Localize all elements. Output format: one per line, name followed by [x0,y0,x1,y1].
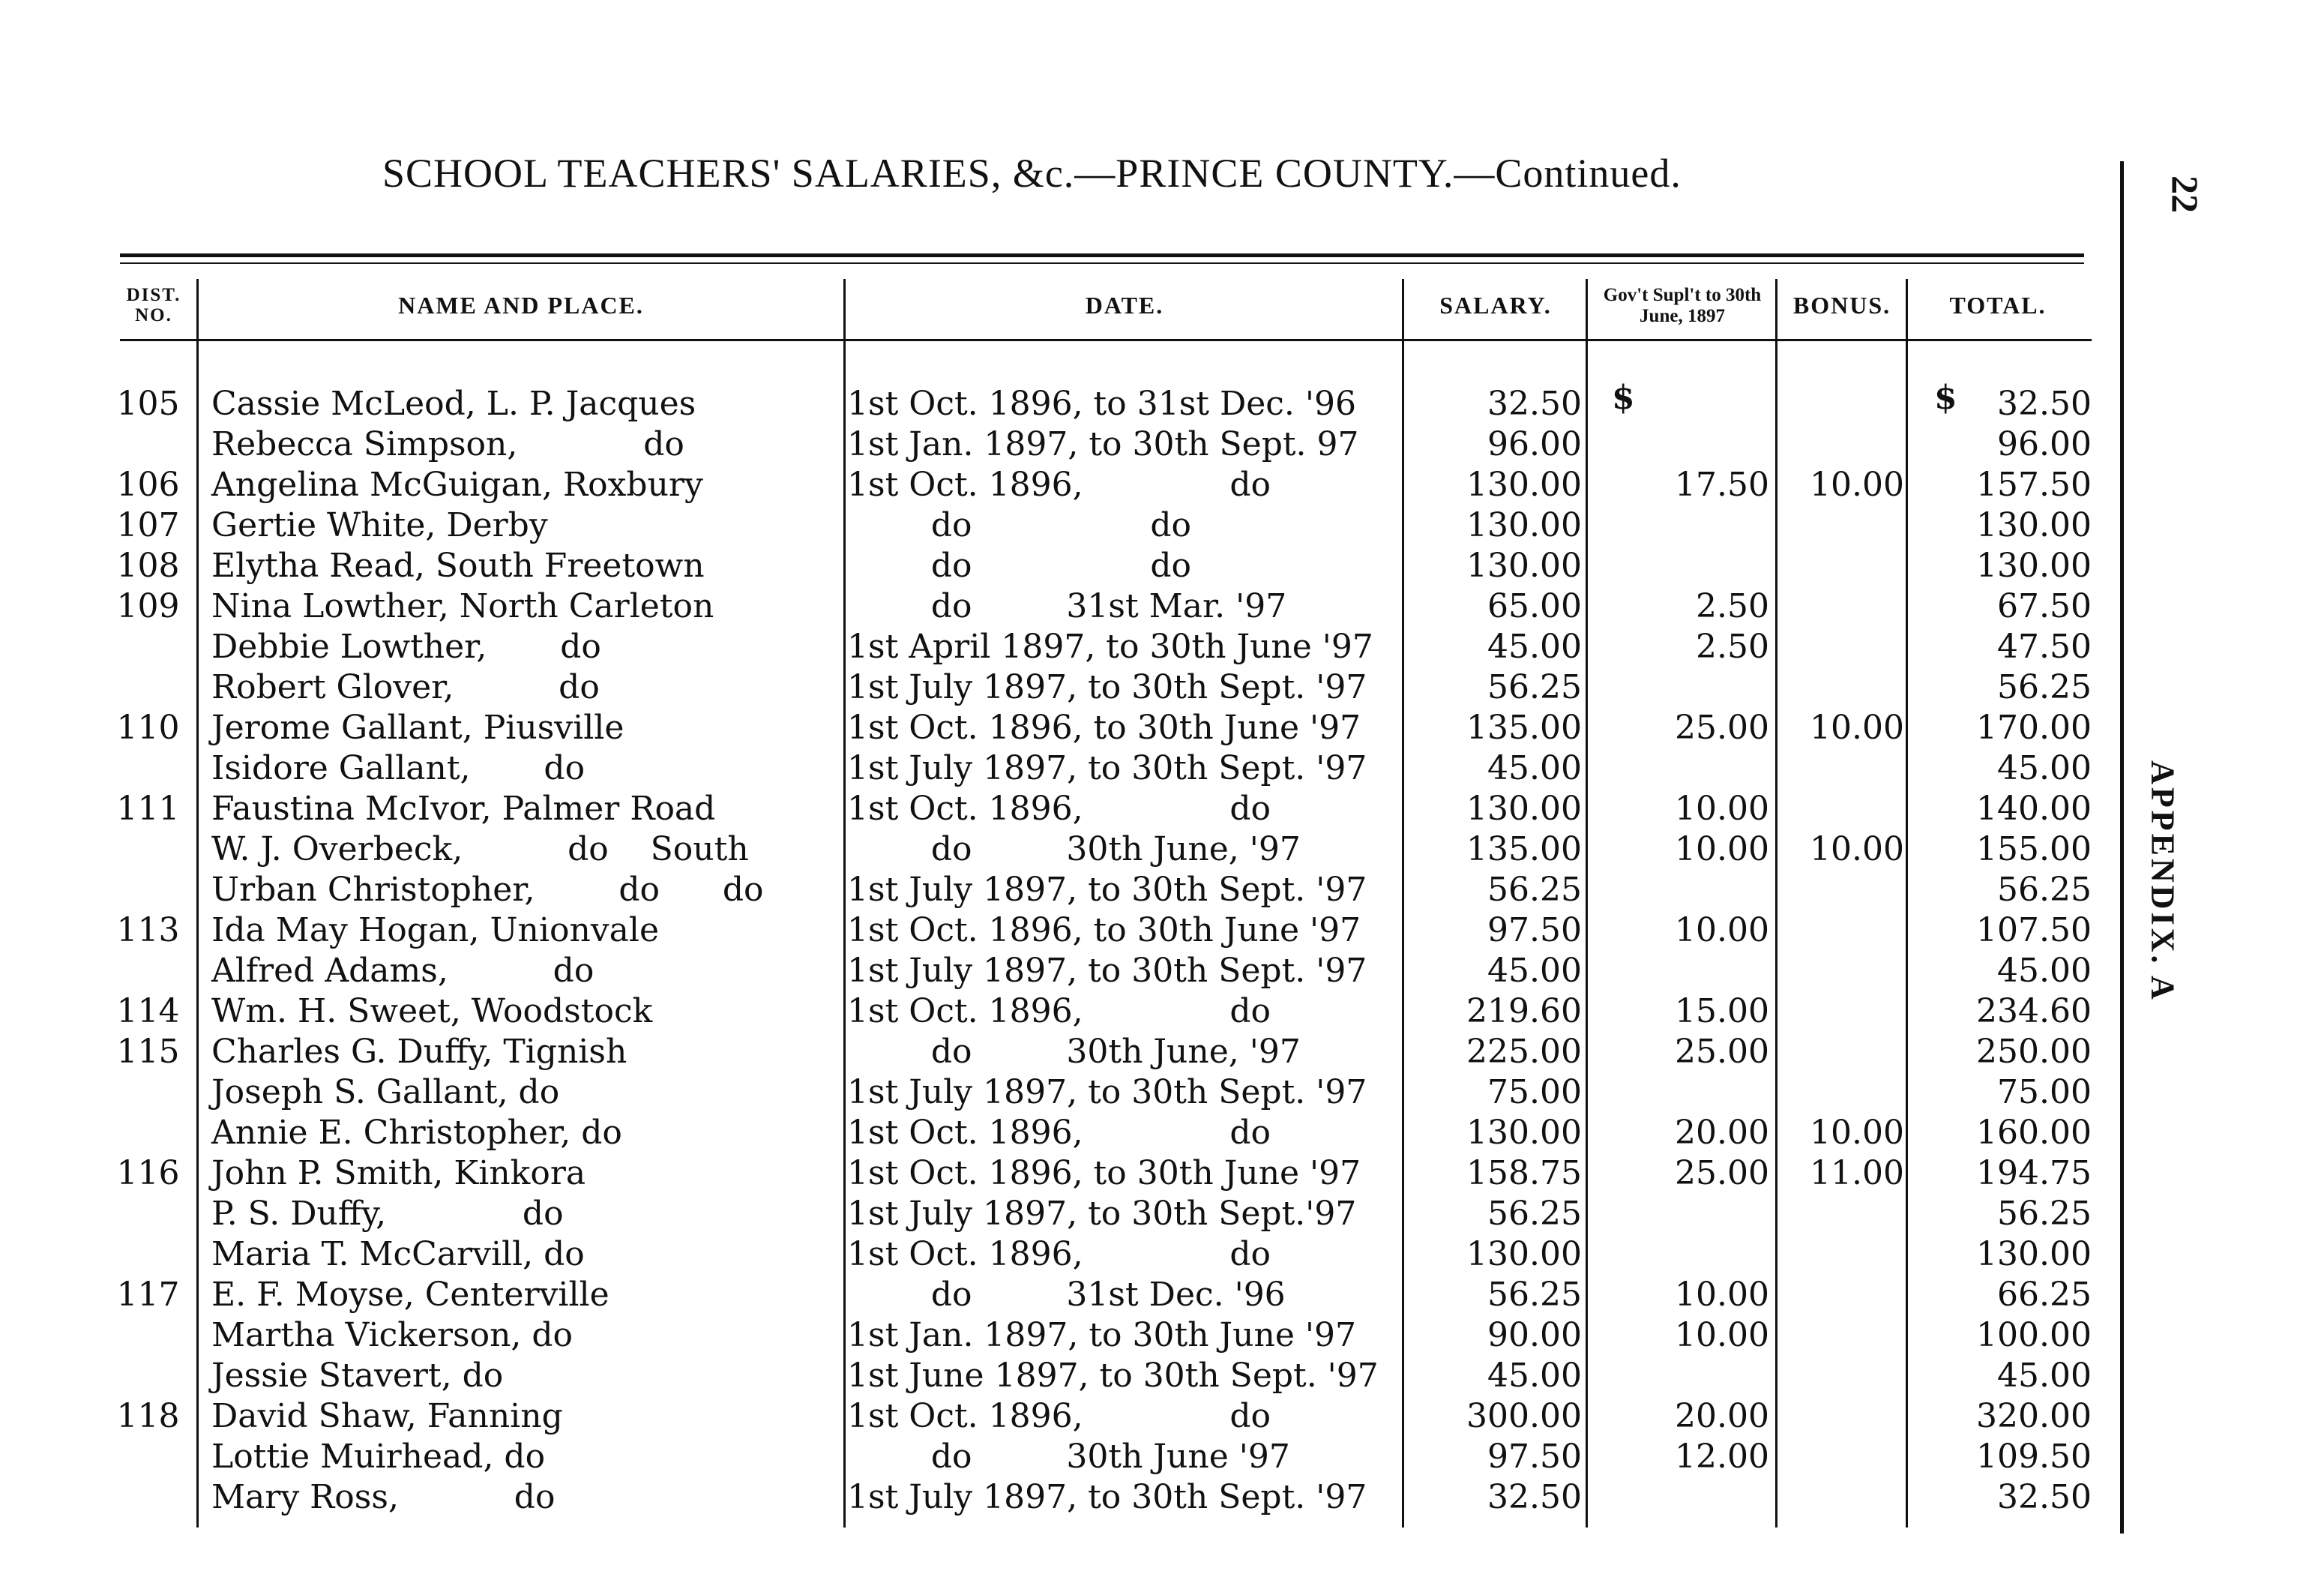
date-cell: 1st Oct. 1896, do [847,1235,1271,1273]
name-cell: Isidore Gallant, do [211,749,585,787]
total-cell: 109.50 [1976,1438,2092,1476]
dist-cell: 115 [116,1033,180,1071]
total-cell: 155.00 [1976,830,2092,868]
total-cell: 170.00 [1976,709,2092,747]
table-row [0,1234,2324,1275]
date-cell: do 31st Mar. '97 [847,587,1287,625]
total-cell: 130.00 [1976,547,2092,585]
header-rule-top [120,253,2084,257]
name-cell: W. J. Overbeck, do South [211,830,749,868]
total-cell: 66.25 [1997,1276,2092,1314]
salary-cell: 135.00 [1466,709,1582,747]
col-header-bonus: BONUS. [1792,291,1891,319]
total-cell: 32.50 [1997,385,2092,423]
total-cell: 45.00 [1997,749,2092,787]
salary-cell: 97.50 [1487,911,1582,949]
date-cell: do 30th June, '97 [847,1033,1301,1071]
gov-cell: 10.00 [1675,790,1769,828]
dist-cell: 110 [116,709,180,747]
date-cell: 1st Oct. 1896, do [847,992,1271,1030]
currency-symbol-total: $ [1934,379,1957,417]
date-cell: 1st Oct. 1896, to 30th June '97 [847,709,1361,747]
table-row [0,1437,2324,1477]
name-cell: Gertie White, Derby [211,506,548,544]
name-cell: Robert Glover, do [211,668,600,706]
table-row [0,1113,2324,1153]
total-cell: 140.00 [1976,790,2092,828]
salary-cell: 56.25 [1487,668,1582,706]
name-cell: Wm. H. Sweet, Woodstock [211,992,653,1030]
appendix-label: APPENDIX. A [2144,760,2182,1003]
bonus-cell: 10.00 [1810,830,1904,868]
dist-cell: 109 [116,587,180,625]
col-header-salary: SALARY. [1439,291,1552,319]
table-row [0,1315,2324,1356]
total-cell: 157.50 [1976,466,2092,504]
name-cell: Debbie Lowther, do [211,628,601,666]
table-row [0,627,2324,667]
name-cell: Maria T. McCarvill, do [211,1235,585,1273]
date-cell: 1st July 1897, to 30th Sept.'97 [847,1195,1357,1233]
dist-cell: 116 [116,1154,180,1192]
dist-cell: 118 [116,1397,180,1435]
col-header-name: NAME AND PLACE. [398,291,644,319]
name-cell: Faustina McIvor, Palmer Road [211,790,716,828]
date-cell: 1st June 1897, to 30th Sept. '97 [847,1357,1379,1395]
name-cell: Charles G. Duffy, Tignish [211,1033,627,1071]
date-cell: 1st Oct. 1896, to 31st Dec. '96 [847,385,1356,423]
salary-cell: 75.00 [1487,1073,1582,1111]
table-row [0,667,2324,708]
salary-cell: 65.00 [1487,587,1582,625]
total-cell: 96.00 [1997,425,2092,463]
total-cell: 32.50 [1997,1478,2092,1516]
name-cell: Annie E. Christopher, do [211,1114,622,1152]
table-row [0,424,2324,465]
total-cell: 56.25 [1997,1195,2092,1233]
name-cell: P. S. Duffy, do [211,1195,564,1233]
table-row [0,789,2324,829]
bonus-cell: 11.00 [1810,1154,1904,1192]
total-cell: 130.00 [1976,506,2092,544]
dist-cell: 107 [116,506,180,544]
salary-cell: 32.50 [1487,1478,1582,1516]
salary-cell: 130.00 [1466,790,1582,828]
gov-cell: 25.00 [1675,1033,1769,1071]
total-cell: 45.00 [1997,1357,2092,1395]
date-cell: 1st Jan. 1897, to 30th Sept. 97 [847,425,1359,463]
salary-cell: 130.00 [1466,1114,1582,1152]
total-cell: 250.00 [1976,1033,2092,1071]
date-cell: 1st April 1897, to 30th June '97 [847,628,1373,666]
name-cell: E. F. Moyse, Centerville [211,1276,609,1314]
total-cell: 100.00 [1976,1316,2092,1354]
total-cell: 320.00 [1976,1397,2092,1435]
gov-cell: 20.00 [1675,1397,1769,1435]
date-cell: do do [847,506,1191,544]
salary-cell: 90.00 [1487,1316,1582,1354]
table-row [0,1396,2324,1437]
gov-cell: 10.00 [1675,830,1769,868]
salary-cell: 56.25 [1487,1276,1582,1314]
total-cell: 45.00 [1997,952,2092,990]
gov-cell: 25.00 [1675,1154,1769,1192]
page-number: 22 [2164,175,2206,213]
salary-cell: 135.00 [1466,830,1582,868]
table-row [0,829,2324,870]
salary-cell: 45.00 [1487,952,1582,990]
gov-cell: 15.00 [1675,992,1769,1030]
salary-cell: 96.00 [1487,425,1582,463]
date-cell: 1st Oct. 1896, do [847,466,1271,504]
gov-cell: 10.00 [1675,1316,1769,1354]
table-row [0,1356,2324,1396]
gov-cell: 25.00 [1675,709,1769,747]
total-cell: 107.50 [1976,911,2092,949]
salary-cell: 130.00 [1466,547,1582,585]
table-row [0,586,2324,627]
name-cell: Jessie Stavert, do [211,1357,504,1395]
date-cell: 1st July 1897, to 30th Sept. '97 [847,871,1367,909]
gov-cell: 2.50 [1696,628,1769,666]
header-rule-bottom [120,339,2092,341]
salary-cell: 45.00 [1487,1357,1582,1395]
gov-cell: 2.50 [1696,587,1769,625]
date-cell: do do [847,547,1191,585]
table-row [0,910,2324,951]
name-cell: Joseph S. Gallant, do [211,1073,560,1111]
table-row [0,1275,2324,1315]
salary-cell: 56.25 [1487,871,1582,909]
date-cell: 1st Oct. 1896, do [847,790,1271,828]
name-cell: David Shaw, Fanning [211,1397,563,1435]
salary-cell: 97.50 [1487,1438,1582,1476]
date-cell: 1st Oct. 1896, to 30th June '97 [847,911,1361,949]
salary-cell: 158.75 [1466,1154,1582,1192]
gov-cell: 20.00 [1675,1114,1769,1152]
col-header-dist: DIST. NO. [126,285,181,325]
name-cell: Mary Ross, do [211,1478,556,1516]
currency-symbol-gov: $ [1612,379,1635,417]
salary-cell: 45.00 [1487,628,1582,666]
salary-cell: 219.60 [1466,992,1582,1030]
table-row [0,1477,2324,1518]
date-cell: do 31st Dec. '96 [847,1276,1286,1314]
table-row [0,991,2324,1032]
table-row [0,1072,2324,1113]
gov-cell: 17.50 [1675,466,1769,504]
salary-cell: 32.50 [1487,385,1582,423]
salary-cell: 130.00 [1466,1235,1582,1273]
dist-cell: 111 [116,790,180,828]
name-cell: Urban Christopher, do do [211,871,764,909]
date-cell: 1st Jan. 1897, to 30th June '97 [847,1316,1356,1354]
salary-cell: 225.00 [1466,1033,1582,1071]
table-row [0,1153,2324,1194]
col-header-date: DATE. [1085,291,1164,319]
dist-cell: 105 [116,385,180,423]
name-cell: Nina Lowther, North Carleton [211,587,714,625]
gov-cell: 10.00 [1675,1276,1769,1314]
table-row [0,465,2324,505]
table-row [0,384,2324,424]
salary-cell: 45.00 [1487,749,1582,787]
date-cell: 1st July 1897, to 30th Sept. '97 [847,952,1367,990]
dist-cell: 114 [116,992,180,1030]
bonus-cell: 10.00 [1810,466,1904,504]
table-row [0,708,2324,748]
total-cell: 47.50 [1997,628,2092,666]
table-row [0,870,2324,910]
date-cell: do 30th June, '97 [847,830,1301,868]
total-cell: 160.00 [1976,1114,2092,1152]
table-row [0,505,2324,546]
name-cell: Jerome Gallant, Piusville [211,709,624,747]
name-cell: Ida May Hogan, Unionvale [211,911,659,949]
name-cell: Angelina McGuigan, Roxbury [211,466,703,504]
total-cell: 234.60 [1976,992,2092,1030]
gov-cell: 12.00 [1675,1438,1769,1476]
col-header-total: TOTAL. [1949,291,2047,319]
bonus-cell: 10.00 [1810,709,1904,747]
total-cell: 56.25 [1997,668,2092,706]
table-row [0,1194,2324,1234]
name-cell: Lottie Muirhead, do [211,1438,546,1476]
header-rule-top-thin [120,262,2084,264]
name-cell: Rebecca Simpson, do [211,425,684,463]
name-cell: Alfred Adams, do [211,952,594,990]
total-cell: 56.25 [1997,871,2092,909]
table-row [0,546,2324,586]
table-row [0,951,2324,991]
total-cell: 130.00 [1976,1235,2092,1273]
salary-cell: 300.00 [1466,1397,1582,1435]
dist-cell: 108 [116,547,180,585]
total-cell: 75.00 [1997,1073,2092,1111]
dist-cell: 117 [116,1276,180,1314]
date-cell: 1st July 1897, to 30th Sept. '97 [847,1073,1367,1111]
total-cell: 67.50 [1997,587,2092,625]
salary-cell: 130.00 [1466,466,1582,504]
dist-cell: 106 [116,466,180,504]
name-cell: Cassie McLeod, L. P. Jacques [211,385,696,423]
gov-cell: 10.00 [1675,911,1769,949]
bonus-cell: 10.00 [1810,1114,1904,1152]
table-row [0,748,2324,789]
salary-cell: 130.00 [1466,506,1582,544]
dist-cell: 113 [116,911,180,949]
table-row [0,1032,2324,1072]
date-cell: 1st July 1897, to 30th Sept. '97 [847,749,1367,787]
page-title: SCHOOL TEACHERS' SALARIES, &c.—PRINCE COUNTY.—Continued. [382,151,1682,196]
date-cell: do 30th June '97 [847,1438,1290,1476]
salary-cell: 56.25 [1487,1195,1582,1233]
date-cell: 1st Oct. 1896, do [847,1397,1271,1435]
total-cell: 194.75 [1976,1154,2092,1192]
date-cell: 1st Oct. 1896, do [847,1114,1271,1152]
date-cell: 1st July 1897, to 30th Sept. '97 [847,668,1367,706]
name-cell: Elytha Read, South Freetown [211,547,705,585]
col-header-gov: Gov't Supl't to 30th June, 1897 [1603,285,1762,326]
name-cell: Martha Vickerson, do [211,1316,574,1354]
name-cell: John P. Smith, Kinkora [211,1154,586,1192]
date-cell: 1st Oct. 1896, to 30th June '97 [847,1154,1361,1192]
date-cell: 1st July 1897, to 30th Sept. '97 [847,1478,1367,1516]
